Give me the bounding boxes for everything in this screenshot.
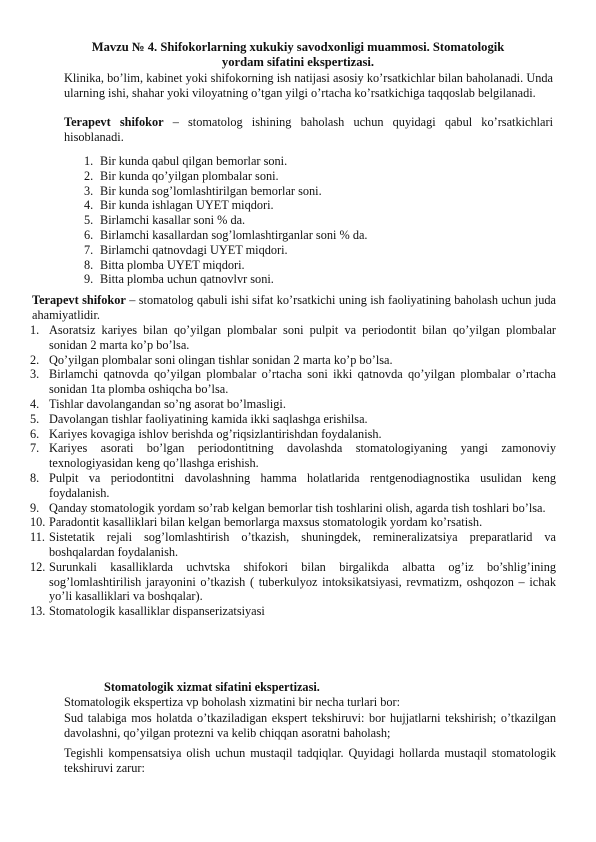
quality-rest: – stomatolog qabuli ishi sifat ko’rsatkichi uning ish faoliyatining baholash uchun juda ahamiyatlidir. [32,293,556,322]
reception-indicators-list [84,154,544,287]
quality-bold: Terapevt shifokor [32,293,126,307]
list-item: 7. Birlamchi qatnovdagi UYET miqdori. [84,242,288,257]
quality-paragraph [32,293,556,323]
list-item: 1. Bir kunda qabul qilgan bemorlar soni. [84,154,288,168]
intro-paragraph: Klinika, bo’lim, kabinet yoki shifokorning ish natijasi asosiy ko’rsatkichlar bilan baholanadi. Unda ularning ishi, shahar yoki viloyatning o’tgan yilgi o’rtacha ko’rsatkichiga taqqoslab belgilanadi. [64,71,553,100]
list-item: 3. Bir kunda sog’lomlashtirilgan bemorlar soni. [84,183,322,198]
list-item: 8. Pulpit va periodontitni davolashning hamma holatlarida rentgenodiagnostika usulidan keng foydalanish. [30,470,556,500]
title-line-2: yordam sifatini ekspertizasi. [221,55,375,69]
list-item: 1. Asoratsiz kariyes bilan qo’yilgan plombalar soni pulpit va periodontit bilan qo’yilgan plombalar sonidan 2 marta ko’p bo’lsa. [30,323,556,352]
list-item: 7. Kariyes asorati bo’lgan periodontitning davolashda stomatologiyaning yangi zamonoviy texnologiyasidan keng qo’llashga erishish. [30,441,556,471]
list-item: 11. Sistetatik rejali sog’lomlashtirish o’tkazish, shuningdek, remineralizatsiya preparatlarid va boshqalardan foydalanish. [30,530,556,559]
list-item: 9. Qanday stomatologik yordam so’rab kelgan bemorlar tish toshlarini olish, agarda tish toshlari bo’lsa. [30,500,546,515]
list-item: 6. Kariyes kovagiga ishlov berishda og’riqsizlantirishdan foydalanish. [30,426,382,441]
list-item: 13. Stomatologik kasalliklar dispanserizatsiyasi [30,604,265,619]
list-item: 6. Birlamchi kasallardan sog’lomlashtirganlar soni % da. [84,227,368,242]
court-expertise-paragraph: Sud talabiga mos holatda o’tkaziladigan ekspert tekshiruvi: bor hujjatlarni tekshirish; o’tkazilgan davolashni, qo’yilgan protezni va kelib chiqqan asoratni baholash; [64,711,556,740]
list-item: 2. Qo’yilgan plombalar soni olingan tishlar sonidan 2 marta ko’p bo’lsa. [30,352,393,367]
list-item: 3. Birlamchi qatnovda qo’yilgan plombalar o’rtacha soni ikki qatnovda qo’yilgan plombalar o’rtacha sonidan 1ta plomba oshiqcha bo’lsa. [30,367,556,397]
title-line-1: Mavzu № 4. Shifokorlarning xukukiy savodxonligi muammosi. Stomatologik [91,40,505,54]
list-item: 4. Bir kunda ishlagan UYET miqdori. [84,198,274,213]
expertise-types-paragraph: Stomatologik ekspertiza vp boholash xizmatini bir necha turlari bor: [64,695,401,709]
list-item: 2. Bir kunda qo’yilgan plombalar soni. [84,168,279,183]
terapevt-paragraph [64,115,553,145]
document-title [60,40,536,70]
terapevt-rest: – stomatolog ishining baholash uchun quyidagi qabul ko’rsatkichlari hisoblanadi. [64,115,554,144]
terapevt-bold: Terapevt shifokor [64,115,164,129]
independent-research-paragraph: Tegishli kompensatsiya olish uchun mustaqil tadqiqlar. Quyidagi hollarda mustaqil stomatologik tekshiruvi zarur: [64,746,556,775]
list-item: 9. Bitta plomba uchun qatnovlvr soni. [84,272,274,287]
section-heading: Stomatologik xizmat sifatini ekspertizasi. [104,680,320,694]
list-item: 12. Surunkali kasalliklarda uchvtska shifokori bilan birgalikda albatta og’iz bo’shlig’ining sog’lomlashtirilish jarayonini o’tkazish ( tuberkulyoz intoksikatsiyasi, revmatizm, oshqozon – ichak yo’li kasalliklari va boshqalar). [30,559,556,604]
list-item: 5. Birlamchi kasallar soni % da. [84,213,246,228]
list-item: 8. Bitta plomba UYET miqdori. [84,257,245,272]
quality-indicators-list [32,323,556,619]
list-item: 5. Davolangan tishlar faoliyatining kamida ikki saqlashga erishilsa. [30,411,368,426]
list-item: 10. Paradontit kasalliklari bilan kelgan bemorlarga maxsus stomatologik yordam ko’rsatish. [30,515,483,530]
list-item: 4. Tishlar davolangandan so’ng asorat bo’lmasligi. [30,396,286,411]
